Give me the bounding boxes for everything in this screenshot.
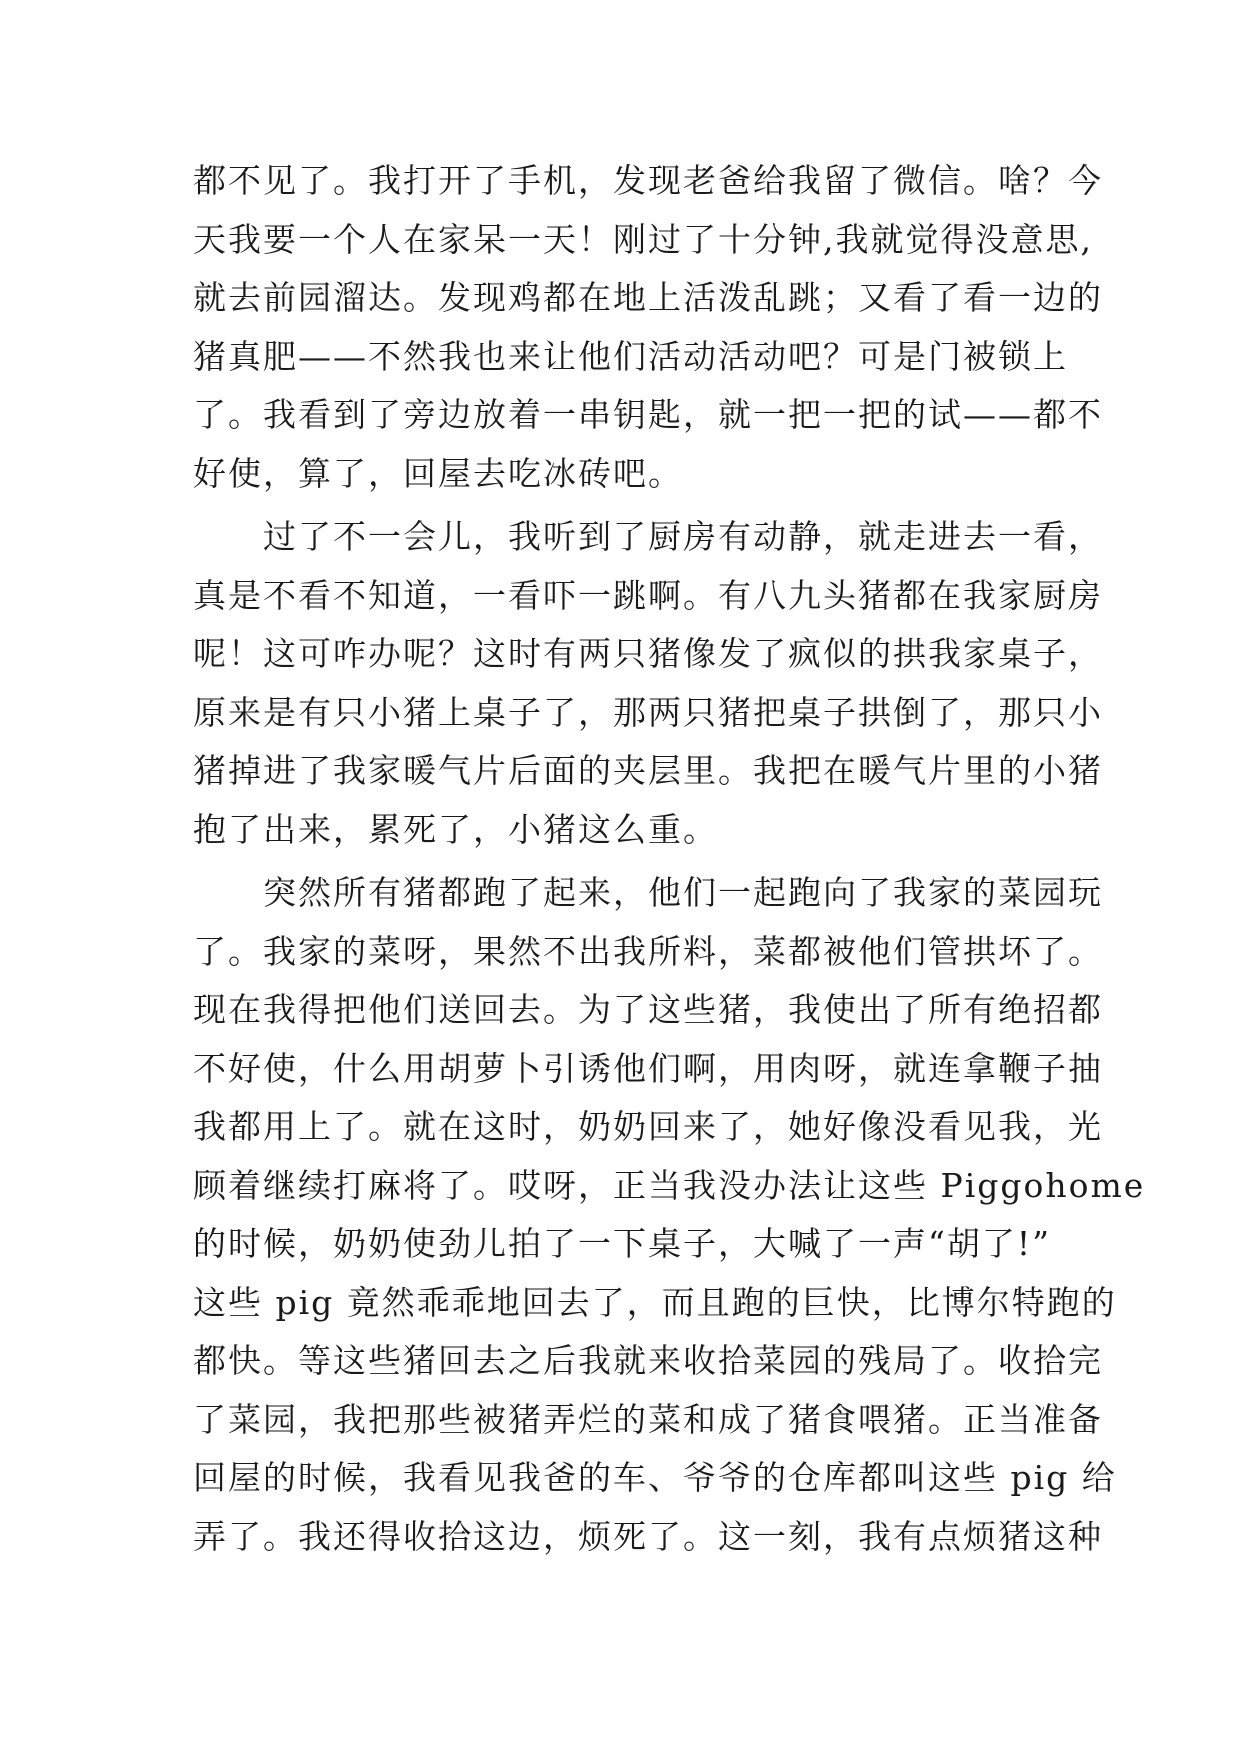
text-line: 我都用上了。就在这时，奶奶回来了，她好像没看见我，光	[193, 1107, 1103, 1146]
text-line: 就去前园溜达。发现鸡都在地上活泼乱跳；又看了看一边的	[193, 278, 1103, 317]
text-line: 呢！这可咋办呢？这时有两只猪像发了疯似的拱我家桌子，	[193, 634, 1103, 673]
document-body	[193, 152, 1146, 1566]
text-line: 了。我家的菜呀，果然不出我所料，菜都被他们管拱坏了。	[193, 931, 1103, 971]
text-line: 猪真肥——不然我也来让他们活动活动吧？可是门被锁上	[193, 336, 1068, 376]
text-line: 回屋的时候，我看见我爸的车、爷爷的仓库都叫这些 pig 给	[193, 1458, 1117, 1497]
text-line: 过了不一会儿，我听到了厨房有动静，就走进去一看，	[193, 517, 1103, 556]
text-line: 真是不看不知道，一看吓一跳啊。有八九头猪都在我家厨房	[193, 575, 1103, 615]
text-line: 抱了出来，累死了，小猪这么重。	[193, 809, 718, 849]
text-line: 都不见了。我打开了手机，发现老爸给我留了微信。啥？今	[193, 161, 1103, 200]
text-line: 不好使，什么用胡萝卜引诱他们啊，用肉呀，就连拿鞭子抽	[193, 1048, 1103, 1088]
text-line: 的时候，奶奶使劲儿拍了一下桌子，大喊了一声“胡了!”	[193, 1224, 1052, 1263]
text-line: 了菜园，我把那些被猪弄烂的菜和成了猪食喂猪。正当准备	[193, 1399, 1103, 1439]
paragraph	[193, 864, 1146, 1566]
text-line: 都快。等这些猪回去之后我就来收拾菜园的残局了。收拾完	[193, 1341, 1103, 1380]
text-line: 弄了。我还得收拾这边，烦死了。这一刻，我有点烦猪这种	[193, 1516, 1103, 1556]
text-line: 了。我看到了旁边放着一串钥匙，就一把一把的试——都不	[193, 395, 1103, 434]
text-line: 天我要一个人在家呆一天！刚过了十分钟,我就觉得没意思,	[193, 219, 1093, 259]
text-line: 猪掉进了我家暖气片后面的夹层里。我把在暖气片里的小猪	[193, 751, 1103, 790]
text-line: 原来是有只小猪上桌子了，那两只猪把桌子拱倒了，那只小	[193, 692, 1103, 732]
text-line: 现在我得把他们送回去。为了这些猪，我使出了所有绝招都	[193, 990, 1103, 1029]
paragraph	[193, 508, 1103, 859]
text-line: 突然所有猪都跑了起来，他们一起跑向了我家的菜园玩	[193, 873, 1103, 912]
text-line: 顾着继续打麻将了。哎呀，正当我没办法让这些 Piggohome	[193, 1165, 1146, 1205]
paragraph	[193, 152, 1103, 503]
text-line: 好使，算了，回屋去吃冰砖吧。	[193, 453, 683, 493]
text-line: 这些 pig 竟然乖乖地回去了，而且跑的巨快，比博尔特跑的	[193, 1282, 1117, 1322]
